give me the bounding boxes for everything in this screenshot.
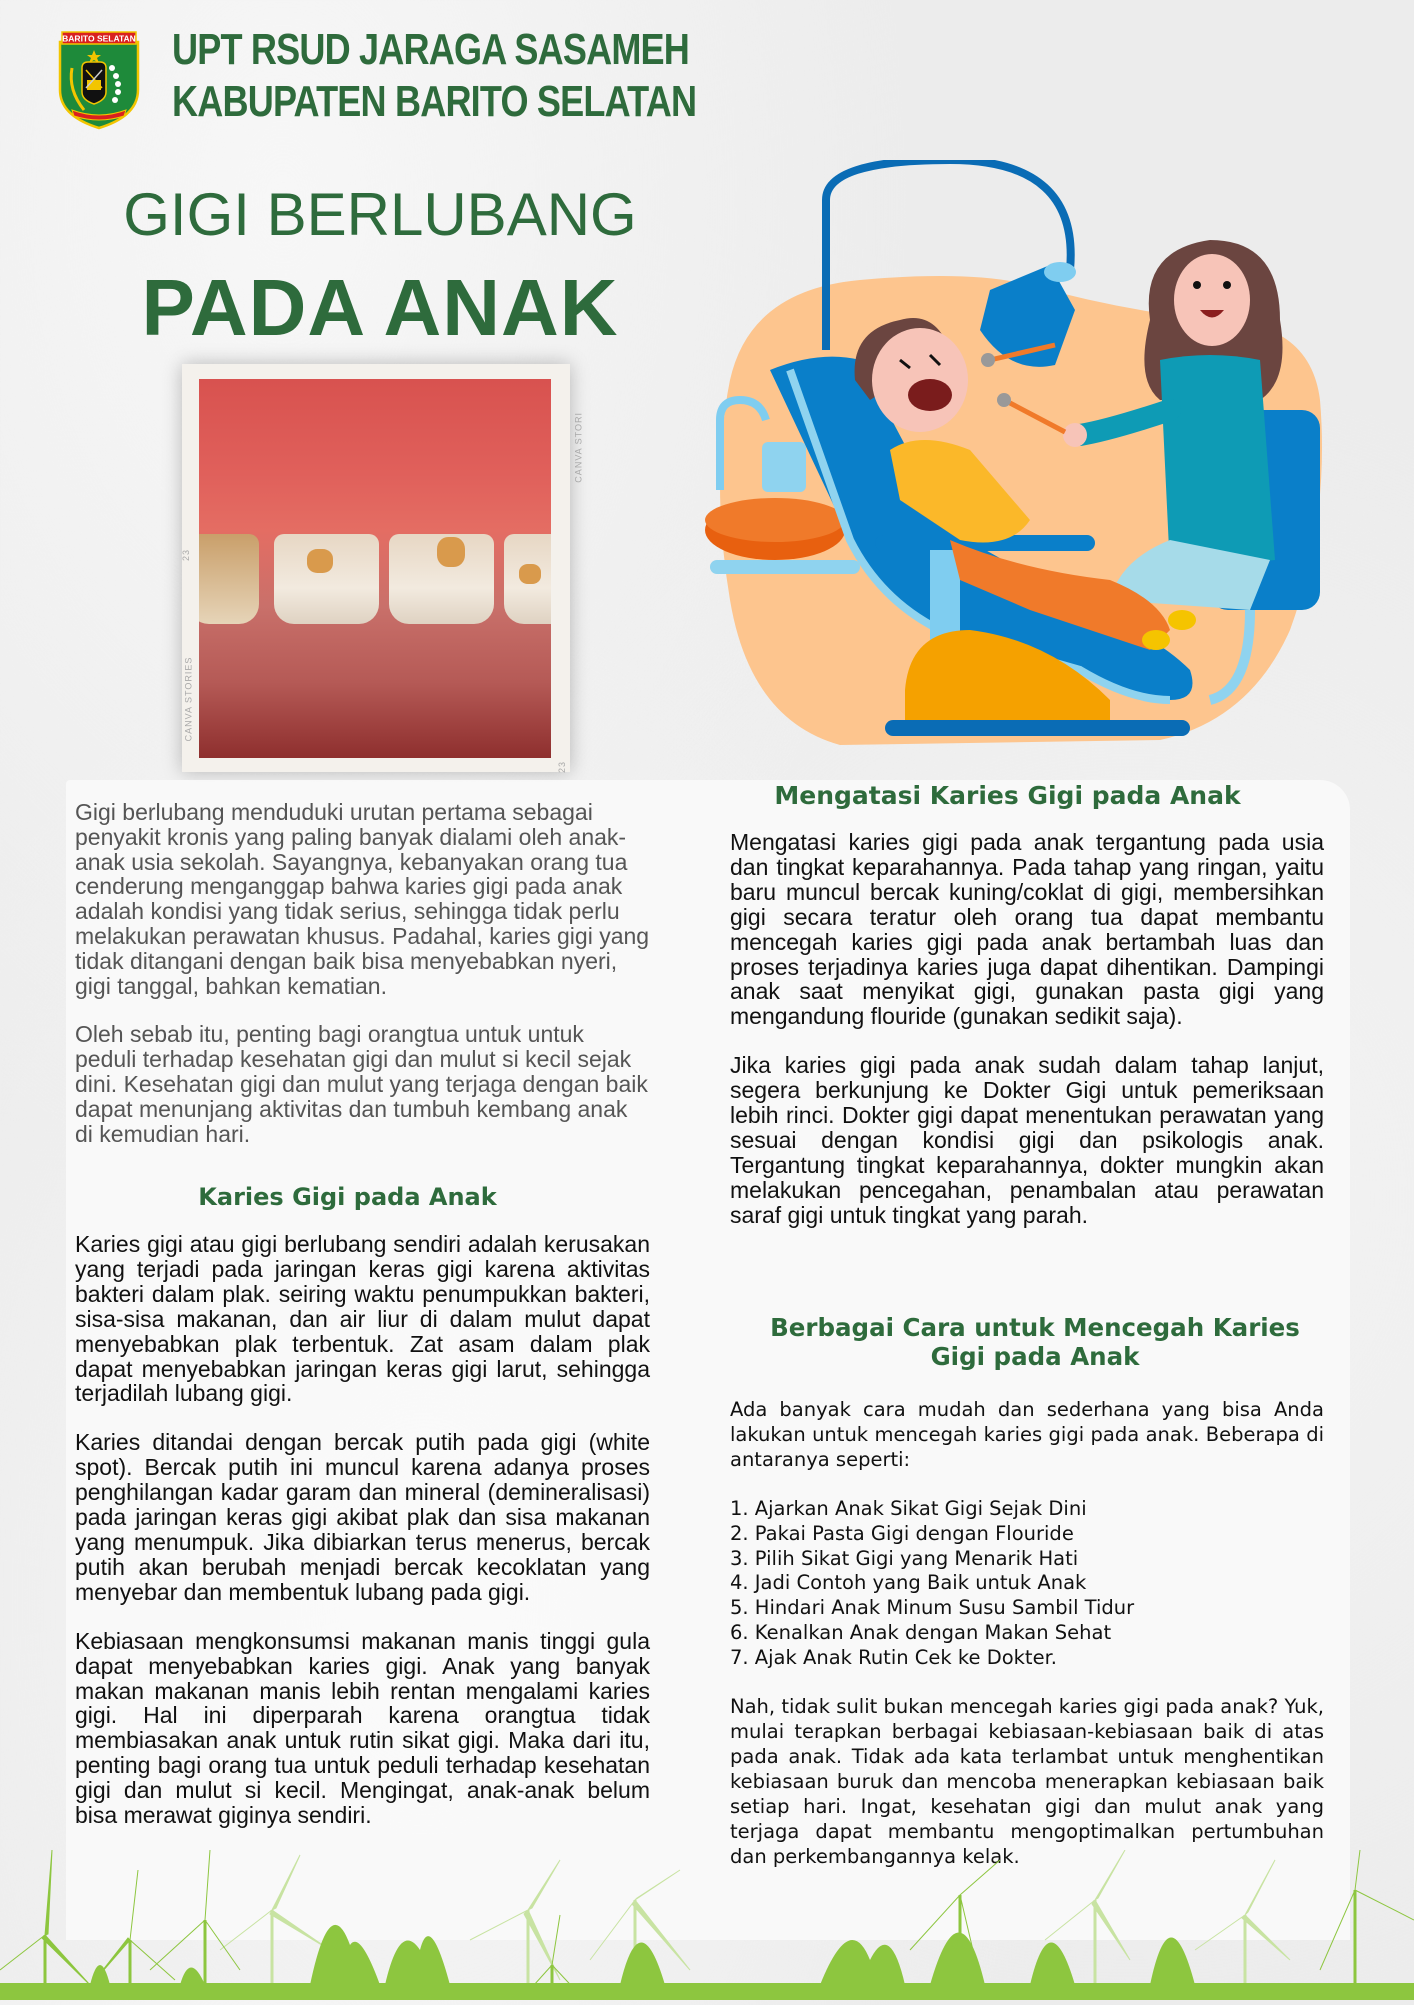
organization-name [172, 24, 696, 128]
org-line-2: KABUPATEN BARITO SELATAN [172, 77, 697, 126]
list-item: 2. Pakai Pasta Gigi dengan Flouride [730, 1521, 1074, 1545]
karies-paragraph-3: Kebiasaan mengkonsumsi makanan manis tinggi gula dapat menyebabkan karies gigi. Anak yang banyak makan makanan manis lebih rentan mengalami karies gigi. Hal ini diperparah karena orangtua tidak membiasakan anak untuk rutin sikat gigi. Maka dari itu, penting bagi orang tua untuk peduli terhadap kesehatan gigi dan mulut si kecil. Mengingat, anak-anak belum bisa merawat giginya sendiri. [75, 1627, 650, 1829]
list-item: 4. Jadi Contoh yang Baik untuk Anak [730, 1571, 1087, 1595]
frame-number: 23 [181, 548, 192, 562]
list-item: 1. Ajarkan Anak Sikat Gigi Sejak Dini [730, 1496, 1087, 1520]
karies-section-body [75, 1232, 650, 1852]
list-item: 6. Kenalkan Anak dengan Makan Sehat [730, 1621, 1112, 1645]
ground-strip [0, 1983, 1414, 2000]
frame-number-bottom: 23 [556, 760, 567, 774]
org-line-1: UPT RSUD JARAGA SASAMEH [172, 25, 690, 74]
heading-karies-gigi: Karies Gigi pada Anak [198, 1183, 497, 1211]
footer-landscape [0, 1850, 1414, 2000]
wind-turbine-icon [0, 1850, 1414, 2000]
barito-selatan-emblem-icon [58, 28, 140, 130]
heading-mengatasi-karies: Mengatasi Karies Gigi pada Anak [774, 781, 1241, 810]
mengatasi-paragraph-1: Mengatasi karies gigi pada anak tergantung pada usia dan tingkat keparahannya. Pada tahap yang ringan, yaitu baru muncul bercak kuning/coklat di gigi, membersihkan gigi secara teratur oleh orang tua dapat membantu mencegah karies gigi pada anak bertambah luas dan proses terjadinya karies juga dapat dihentikan. Dampingi anak saat menyikat gigi, gunakan pasta gigi yang mengandung flouride (gunakan sedikit saja). [730, 829, 1324, 1030]
prevention-list [730, 1497, 1324, 1671]
cavity-teeth-photo [199, 379, 551, 758]
mengatasi-section-body [730, 830, 1324, 1252]
mencegah-intro: Ada banyak cara mudah dan sederhana yang bisa Anda lakukan untuk mencegah karies gigi pada anak. Beberapa di antaranya seperti: [730, 1398, 1324, 1471]
list-item: 5. Hindari Anak Minum Susu Sambil Tidur [730, 1596, 1135, 1620]
list-item: 7. Ajak Anak Rutin Cek ke Dokter. [730, 1646, 1057, 1670]
karies-paragraph-1: Karies gigi atau gigi berlubang sendiri adalah kerusakan yang terjadi pada jaringan keras gigi karena aktivitas bakteri dalam plak. seiring waktu penumpukkan bakteri, sisa-sisa makanan, dan air liur di dalam mulut dapat menyebabkan plak terbentuk. Zat asam dalam plak dapat menyebabkan jaringan keras gigi larut, sehingga terjadilah lubang gigi. [75, 1231, 650, 1407]
wind-turbine-icon [220, 1850, 1290, 2000]
dentist-illustration [690, 160, 1330, 760]
mengatasi-paragraph-2: Jika karies gigi pada anak sudah dalam tahap lanjut, segera berkunjung ke Dokter Gigi untuk pemeriksaan lebih rinci. Dokter gigi dapat menentukan perawatan yang sesuai dengan kondisi gigi dan psikologis anak. Tergantung tingkat keparahannya, dokter mungkin akan melakukan pencegahan, penambalan atau perawatan saraf gigi untuk tingkat yang parah. [730, 1052, 1324, 1228]
list-item: 3. Pilih Sikat Gigi yang Menarik Hati [730, 1546, 1079, 1570]
frame-label-side: CANVA STORIES [183, 656, 194, 742]
mencegah-closing: Nah, tidak sulit bukan mencegah karies gigi pada anak? Yuk, mulai terapkan berbagai kebiasaan-kebiasaan baik di atas pada anak. Tidak ada kata terlambat untuk menghentikan kebiasaan buruk dan mencoba menerapkan kebiasaan baik setiap hari. Ingat, kesehatan gigi dan mulut anak yang terjaga dapat membantu mengoptimalkan pertumbuhan dan perkembangannya kelak. [730, 1695, 1324, 1868]
frame-label-top: CANVA STORI [574, 412, 584, 483]
heading-mencegah-karies: Berbagai Cara untuk Mencegah Karies Gigi pada Anak [770, 1313, 1300, 1371]
svg-text:BARITO SELATAN: BARITO SELATAN [62, 33, 136, 44]
intro-text [75, 800, 650, 1170]
tree-silhouettes [90, 1925, 1195, 1985]
intro-paragraph-2: Oleh sebab itu, penting bagi orangtua untuk untuk peduli terhadap kesehatan gigi dan mulut si kecil sejak dini. Kesehatan gigi dan mulut yang terjaga dengan baik dapat menunjang aktivitas dan tumbuh kembang anak di kemudian hari. [75, 1021, 648, 1147]
intro-paragraph-1: Gigi berlubang menduduki urutan pertama sebagai penyakit kronis yang paling banyak dialami oleh anak-anak usia sekolah. Sayangnya, kebanyakan orang tua cenderung menganggap bahwa karies gigi pada anak adalah kondisi yang tidak serius, sehingga tidak perlu melakukan perawatan khusus. Padahal, karies gigi yang tidak ditangani dengan baik bisa menyebabkan nyeri, gigi tanggal, bahkan kematian. [75, 799, 650, 999]
karies-paragraph-2: Karies ditandai dengan bercak putih pada gigi (white spot). Bercak putih ini muncul karena adanya proses penghilangan kadar garam dan mineral (demineralisasi) pada jaringan keras gigi akibat plak dan sisa makanan yang menumpuk. Jika dibiarkan terus menerus, bercak putih akan berubah menjadi bercak kecoklatan yang menyebar dan membentuk lubang pada gigi. [75, 1429, 650, 1605]
teeth-photo-frame [181, 364, 584, 774]
mencegah-section-body [730, 1398, 1324, 1893]
page-title-line-1: GIGI BERLUBANG [123, 181, 637, 248]
page-title-line-2: PADA ANAK [141, 263, 619, 352]
